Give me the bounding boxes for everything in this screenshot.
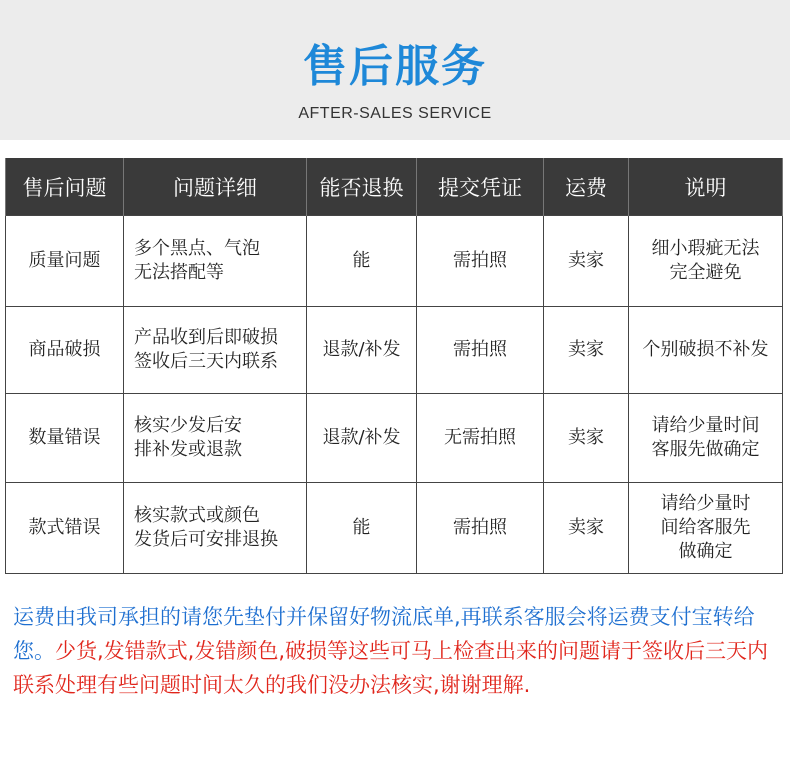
column-header-shipping: 运费	[544, 158, 629, 216]
cell-detail-line: 排补发或退款	[134, 439, 242, 460]
column-header-issue: 售后问题	[6, 158, 124, 216]
cell-note	[629, 307, 783, 394]
cell-detail	[124, 307, 307, 394]
column-header-returnable: 能否退换	[307, 158, 417, 216]
table-row	[6, 216, 783, 307]
column-header-note: 说明	[629, 158, 783, 216]
after-sales-table	[5, 158, 783, 574]
shipping-notice	[13, 600, 783, 702]
column-header-proof: 提交凭证	[417, 158, 544, 216]
cell-detail-line: 核实少发后安	[134, 415, 242, 436]
cell-note	[629, 483, 783, 574]
page-title: 售后服务	[303, 41, 487, 92]
cell-issue: 款式错误	[6, 483, 124, 574]
cell-detail	[124, 216, 307, 307]
cell-note-line: 请给少量时间	[651, 415, 760, 436]
cell-detail-line: 多个黑点、气泡	[134, 238, 260, 259]
header-banner	[0, 0, 790, 140]
column-header-detail: 问题详细	[124, 158, 307, 216]
cell-issue: 数量错误	[6, 394, 124, 483]
cell-shipping: 卖家	[544, 483, 629, 574]
cell-note-line: 个别破损不补发	[642, 339, 769, 360]
table-header-row	[6, 158, 783, 216]
page-subtitle: AFTER-SALES SERVICE	[298, 105, 492, 122]
cell-issue: 质量问题	[6, 216, 124, 307]
cell-detail-line: 发货后可安排退换	[134, 529, 278, 550]
cell-shipping: 卖家	[544, 307, 629, 394]
table-row	[6, 307, 783, 394]
cell-proof: 需拍照	[417, 216, 544, 307]
table-row	[6, 483, 783, 574]
cell-note-line: 完全避免	[669, 262, 742, 283]
cell-shipping: 卖家	[544, 394, 629, 483]
cell-note	[629, 394, 783, 483]
cell-note	[629, 216, 783, 307]
cell-note-line: 客服先做确定	[651, 439, 760, 460]
cell-issue: 商品破损	[6, 307, 124, 394]
cell-note-line: 请给少量时	[660, 493, 751, 514]
cell-note-line: 做确定	[678, 541, 733, 562]
table-row	[6, 394, 783, 483]
cell-proof: 需拍照	[417, 307, 544, 394]
cell-returnable: 退款/补发	[307, 307, 417, 394]
cell-detail	[124, 394, 307, 483]
cell-detail-line: 产品收到后即破损	[134, 327, 278, 348]
cell-returnable: 能	[307, 483, 417, 574]
cell-detail-line: 无法搭配等	[134, 262, 224, 283]
notice-blue-text: 运费由我司承担的请您先垫付并保留好物流底单,再联系客服会将运费支付宝转给您。	[13, 605, 755, 663]
cell-proof: 需拍照	[417, 483, 544, 574]
notice-red-text: 少货,发错款式,发错颜色,破损等这些可马上检查出来的问题请于签收后三天内联系处理有些问题时间太久的我们没办法核实,谢谢理解.	[13, 639, 769, 697]
cell-returnable: 能	[307, 216, 417, 307]
cell-detail	[124, 483, 307, 574]
cell-shipping: 卖家	[544, 216, 629, 307]
cell-note-line: 间给客服先	[660, 517, 751, 538]
cell-note-line: 细小瑕疵无法	[651, 238, 760, 259]
cell-returnable: 退款/补发	[307, 394, 417, 483]
cell-detail-line: 核实款式或颜色	[134, 505, 260, 526]
cell-proof: 无需拍照	[417, 394, 544, 483]
cell-detail-line: 签收后三天内联系	[134, 351, 278, 372]
